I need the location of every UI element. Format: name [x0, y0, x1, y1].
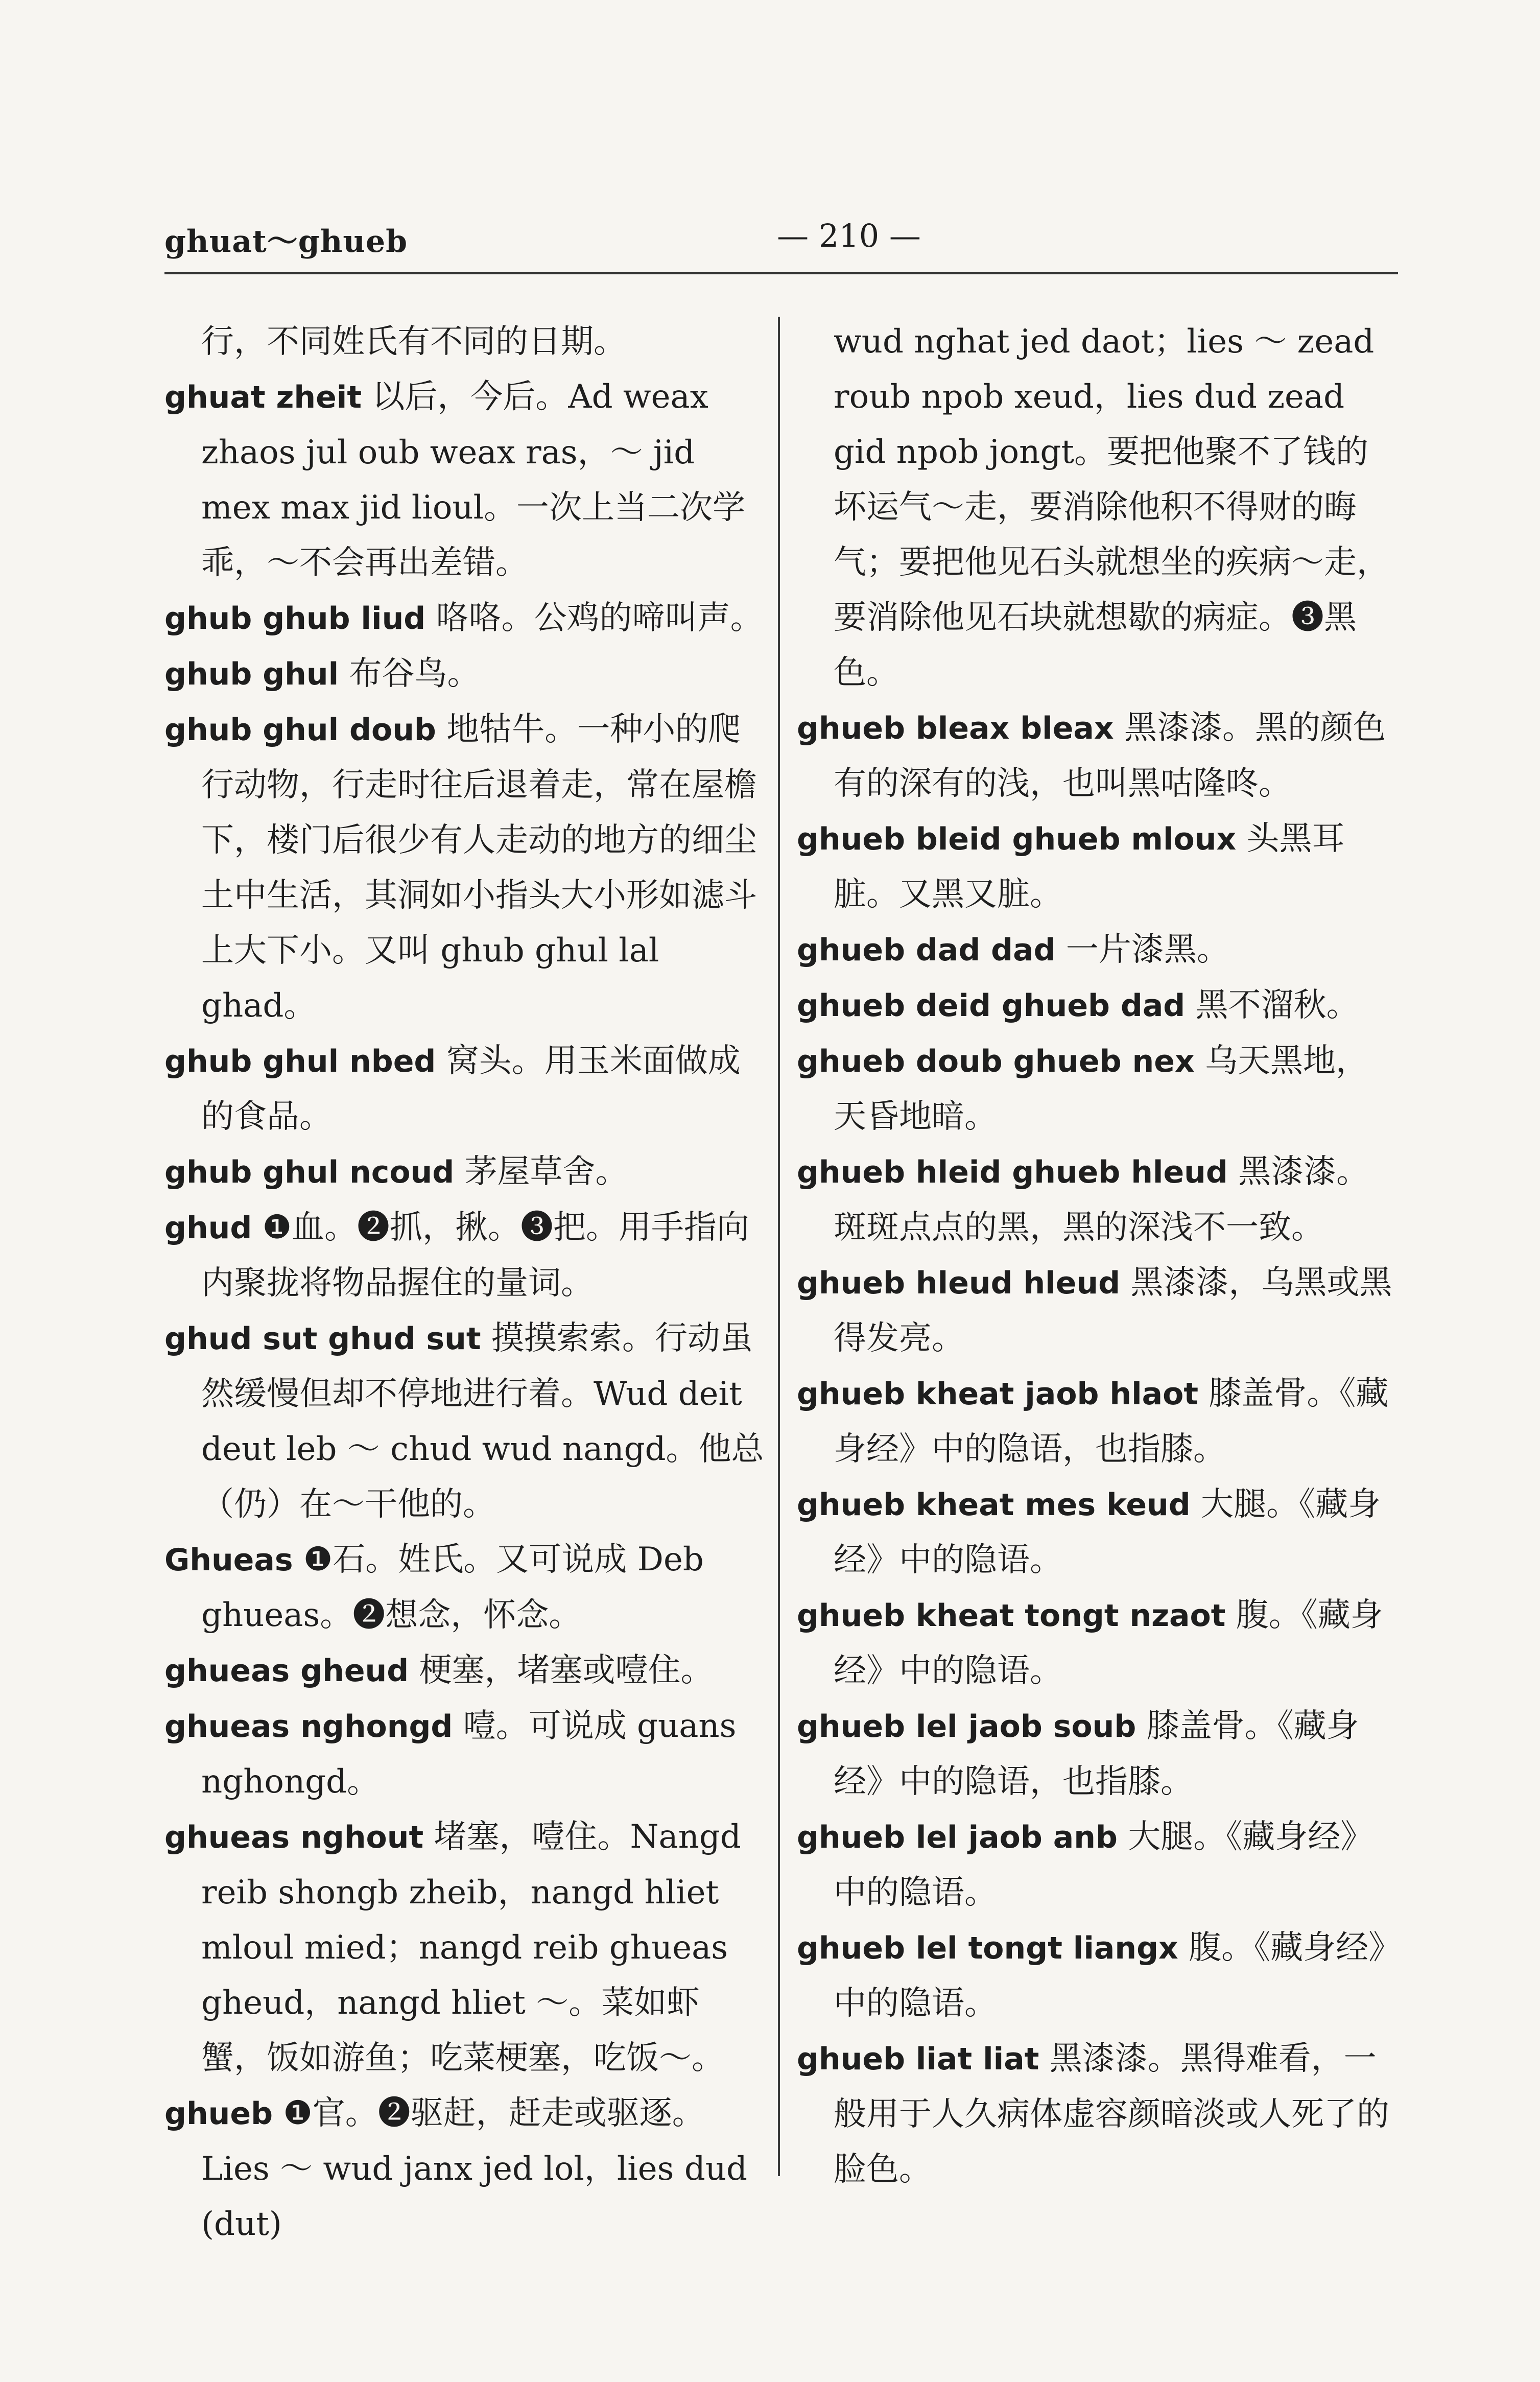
entry-definition: 大腿。《藏身经》中的隐语。 — [834, 1818, 1373, 1912]
guide-words: ghuat～ghueb — [164, 224, 408, 260]
header-rule — [164, 272, 1398, 274]
page-number: — 210 — — [777, 217, 921, 254]
dictionary-entry — [164, 646, 765, 702]
entry-headword: ghub ghub liud — [164, 601, 426, 636]
dictionary-entry — [164, 1200, 765, 1311]
entry-headword: ghueb kheat mes keud — [797, 1487, 1191, 1523]
dictionary-entry — [797, 314, 1397, 700]
entry-headword: ghueas nghout — [164, 1820, 424, 1855]
right-column — [797, 314, 1397, 2197]
entry-definition: 膝盖骨。《藏身经》中的隐语，也指膝。 — [834, 1375, 1389, 1468]
dictionary-entry — [797, 700, 1397, 811]
entry-headword: ghueb hleud hleud — [797, 1265, 1121, 1301]
page-header — [164, 207, 1398, 263]
dictionary-entry — [164, 1311, 765, 1532]
entry-definition: wud nghat jed daot；lies ～ zead roub npob xeud，lies dud zead gid npob jongt。要把他聚不了钱的坏运气～走，要消除他积不得财的晦气；要把他见石头就想坐的疾病～走，要消除他见石块就想歇的病症。❸黑色。 — [834, 323, 1389, 692]
entry-headword: ghud — [164, 1210, 252, 1246]
entry-headword: ghueas nghongd — [164, 1709, 453, 1744]
entry-definition: 黑不溜秋。 — [1185, 986, 1359, 1024]
entry-headword: ghueb hleid ghueb hleud — [797, 1154, 1228, 1190]
entry-definition: 一片漆黑。 — [1055, 931, 1229, 969]
entry-definition: 茅屋草舍。 — [454, 1153, 628, 1191]
entry-headword: ghueb lel tongt liangx — [797, 1930, 1178, 1966]
dictionary-entry — [164, 1144, 765, 1200]
entry-headword: Ghueas — [164, 1542, 293, 1578]
entry-definition: 窝头。用玉米面做成的食品。 — [201, 1042, 741, 1136]
dictionary-entry — [797, 1366, 1397, 1477]
entry-headword: ghueb lel jaob anb — [797, 1820, 1118, 1855]
left-column — [164, 314, 765, 2252]
entry-headword: ghueb kheat jaob hlaot — [797, 1376, 1199, 1412]
dictionary-entry — [797, 1144, 1397, 1255]
entry-headword: ghueb liat liat — [797, 2041, 1039, 2077]
entry-definition: 噎。可说成 guans nghongd。 — [201, 1707, 737, 1801]
dictionary-entry — [164, 1532, 765, 1643]
entry-definition: 腹。《藏身经》中的隐语。 — [834, 1929, 1385, 2022]
dictionary-entry — [797, 811, 1397, 922]
dictionary-entry — [797, 978, 1397, 1033]
entry-definition: 膝盖骨。《藏身经》中的隐语，也指膝。 — [834, 1707, 1359, 1801]
entry-definition: 黑漆漆。黑得难看，一般用于人久病体虚容颜暗淡或人死了的脸色。 — [834, 2040, 1389, 2188]
dictionary-entry — [797, 922, 1397, 978]
dictionary-entry — [164, 314, 765, 369]
entry-definition: 大腿。《藏身经》中的隐语。 — [834, 1485, 1381, 1579]
entry-headword: ghud sut ghud sut — [164, 1321, 481, 1357]
entry-definition: 咯咯。公鸡的啼叫声。 — [425, 599, 763, 637]
dictionary-entry — [164, 1699, 765, 1809]
dictionary-entry — [164, 702, 765, 1033]
entry-definition: ❶石。姓氏。又可说成 Deb ghueas。❷想念，怀念。 — [201, 1541, 704, 1634]
dictionary-entry — [164, 1033, 765, 1144]
dictionary-entry — [164, 369, 765, 591]
entry-headword: ghueb — [164, 2096, 273, 2132]
dictionary-entry — [164, 1809, 765, 2086]
entry-headword: ghuat zheit — [164, 380, 362, 415]
dictionary-entry — [164, 2086, 765, 2252]
entry-definition: 黑漆漆，乌黑或黑得发亮。 — [834, 1264, 1392, 1357]
column-divider — [778, 317, 780, 2176]
entry-definition: ❶血。❷抓，揪。❸把。用手指向内聚拢将物品握住的量词。 — [201, 1209, 750, 1302]
entry-headword: ghub ghul nbed — [164, 1044, 436, 1079]
entry-definition: 黑漆漆。黑的颜色有的深有的浅，也叫黑咕隆咚。 — [834, 709, 1386, 803]
entry-headword: ghueb bleax bleax — [797, 711, 1114, 746]
entry-headword: ghueb doub ghueb nex — [797, 1044, 1195, 1079]
dictionary-entry — [797, 1477, 1397, 1588]
entry-definition: 腹。《藏身经》中的隐语。 — [834, 1596, 1383, 1690]
dictionary-entry — [797, 1588, 1397, 1699]
entry-headword: ghub ghul ncoud — [164, 1154, 455, 1190]
entry-headword: ghueas gheud — [164, 1653, 409, 1689]
entry-definition: 头黑耳脏。又黑又脏。 — [834, 820, 1345, 913]
entry-definition: 摸摸索索。行动虽然缓慢但却不停地进行着。Wud deit deut leb ～ chud wud nangd。他总（仍）在～干他的。 — [201, 1319, 764, 1523]
dictionary-entry — [164, 1643, 765, 1699]
entry-definition: 地牯牛。一种小的爬行动物，行走时往后退着走，常在屋檐下，楼门后很少有人走动的地方的细尘土中生活，其洞如小指头大小形如滤斗上大下小。又叫 ghub ghul lal ghad。 — [201, 711, 757, 1025]
dictionary-entry — [797, 1920, 1397, 2031]
dictionary-entry — [797, 1033, 1397, 1144]
entry-definition: 布谷鸟。 — [339, 655, 480, 693]
entry-headword: ghueb dad dad — [797, 932, 1056, 968]
entry-definition: 梗塞，堵塞或噎住。 — [409, 1652, 714, 1689]
entry-headword: ghub ghul — [164, 656, 339, 692]
entry-definition: 以后，今后。Ad weax zhaos jul oub weax ras，～ jid mex max jid lioul。一次上当二次学乖，～不会再出差错。 — [201, 378, 746, 582]
dictionary-entry — [797, 1699, 1397, 1809]
dictionary-entry — [797, 1809, 1397, 1920]
dictionary-entry — [797, 1255, 1397, 1366]
entry-definition: 黑漆漆。斑斑点点的黑，黑的深浅不一致。 — [834, 1153, 1369, 1246]
entry-headword: ghueb lel jaob soub — [797, 1709, 1136, 1744]
entry-headword: ghub ghul doub — [164, 712, 436, 748]
entry-headword: ghueb kheat tongt nzaot — [797, 1598, 1226, 1634]
entry-definition: ❶官。❷驱赶，赶走或驱逐。Lies ～ wud janx jed lol，lies dud (dut) — [201, 2094, 747, 2243]
entry-headword: ghueb deid ghueb dad — [797, 988, 1186, 1024]
dictionary-entry — [797, 2031, 1397, 2197]
entry-headword: ghueb bleid ghueb mloux — [797, 821, 1237, 857]
entry-definition: 乌天黑地，天昏地暗。 — [834, 1042, 1368, 1136]
dictionary-entry — [164, 591, 765, 646]
entry-definition: 行，不同姓氏有不同的日期。 — [201, 323, 626, 361]
entry-definition: 堵塞，噎住。Nangd reib shongb zheib，nangd hliet mloul mied；nangd reib ghueas gheud，nangd hliet ～。菜如虾蟹，饭如游鱼；吃菜梗塞，吃饭～。 — [201, 1818, 741, 2077]
